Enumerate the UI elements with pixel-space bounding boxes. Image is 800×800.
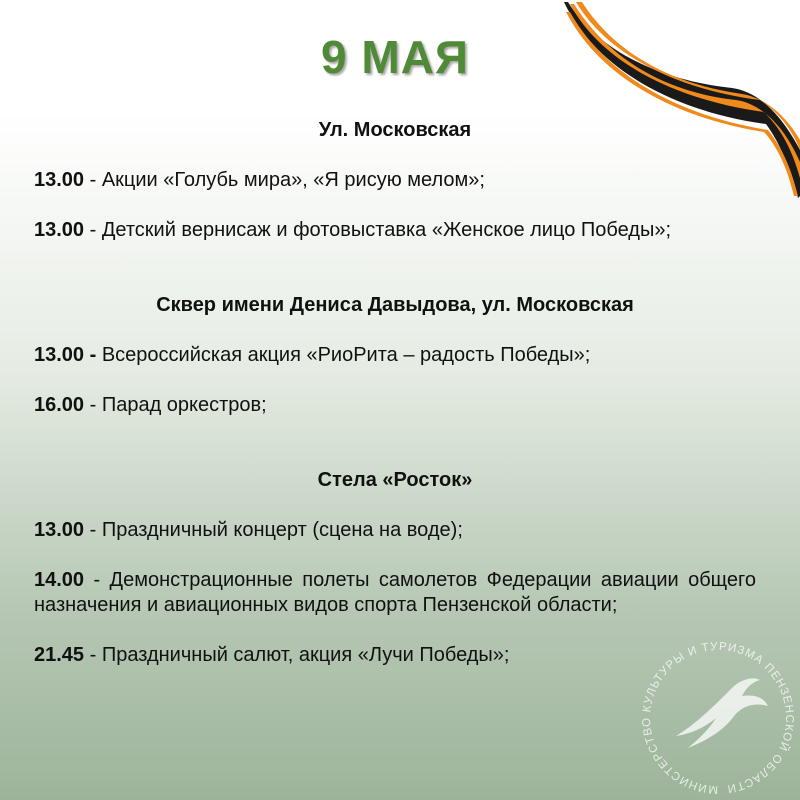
event-text: - Акции «Голубь мира», «Я рисую мелом»; bbox=[84, 169, 485, 191]
event-time: 13.00 bbox=[34, 519, 85, 541]
swallow-icon bbox=[676, 678, 768, 748]
event-text: - Детский вернисаж и фотовыставка «Женское лицо Победы»; bbox=[84, 219, 672, 241]
event-text: - Демонстрационные полеты самолетов Федерации авиации общего назначения и авиационных видов спорта Пензенской области; bbox=[34, 569, 756, 616]
section-heading: Ул. Московская bbox=[318, 119, 472, 141]
event-text: - Праздничный салют, акция «Лучи Победы»; bbox=[84, 644, 510, 666]
event-time: 14.00 bbox=[34, 569, 85, 591]
event-item bbox=[34, 218, 756, 243]
event-item bbox=[34, 518, 756, 543]
event-text: - Праздничный концерт (сцена на воде); bbox=[84, 519, 463, 541]
event-item bbox=[34, 568, 756, 618]
event-time: 13.00 bbox=[34, 219, 85, 241]
ministry-emblem-watermark bbox=[636, 636, 800, 800]
event-text: - Парад оркестров; bbox=[84, 394, 267, 416]
section-heading: Сквер имени Дениса Давыдова, ул. Московская bbox=[156, 294, 634, 316]
event-time: 13.00 - bbox=[34, 344, 97, 366]
event-time: 16.00 bbox=[34, 394, 85, 416]
event-time: 21.45 bbox=[34, 644, 85, 666]
event-item bbox=[34, 168, 756, 193]
schedule bbox=[34, 118, 756, 668]
page-title: 9 МАЯ bbox=[321, 31, 469, 83]
event-item bbox=[34, 393, 756, 418]
event-item bbox=[34, 343, 756, 368]
event-time: 13.00 bbox=[34, 169, 85, 191]
event-text: Всероссийская акция «РиоРита – радость Победы»; bbox=[96, 344, 591, 366]
emblem-text: МИНИСТЕРСТВО КУЛЬТУРЫ И ТУРИЗМА ПЕНЗЕНСКОЙ ОБЛАСТИ bbox=[640, 640, 796, 796]
section-heading: Стела «Росток» bbox=[317, 469, 473, 491]
